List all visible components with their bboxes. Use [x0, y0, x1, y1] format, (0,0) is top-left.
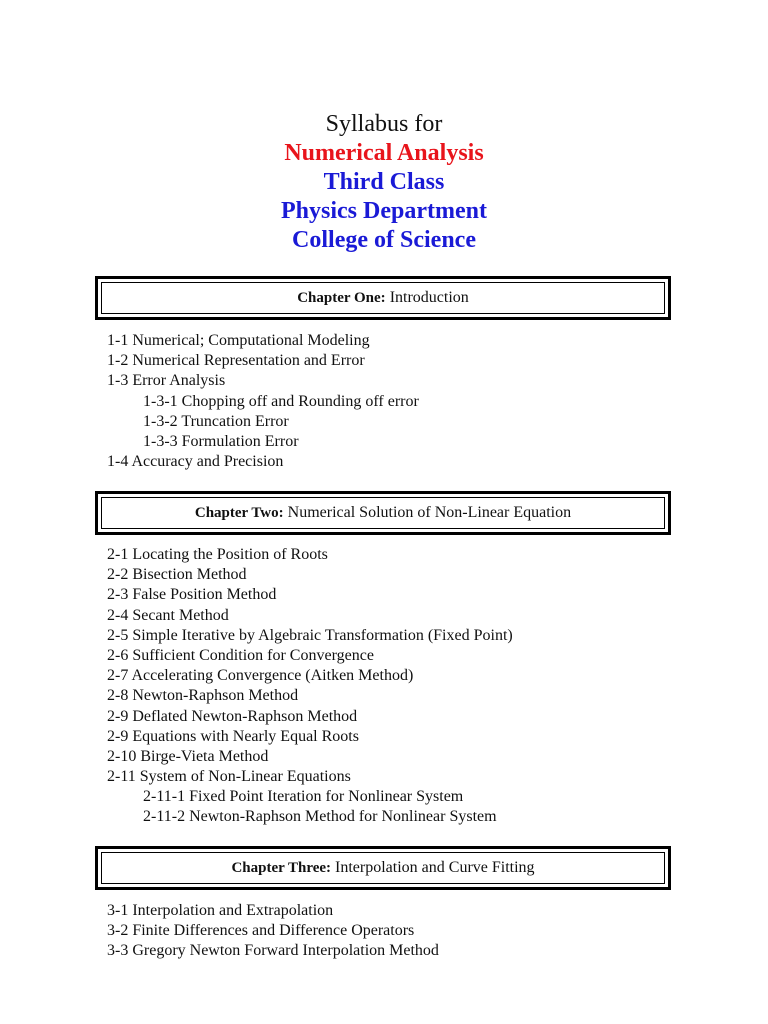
topic-item: 2-3 False Position Method	[107, 586, 277, 604]
subtopic-item: 2-11-1 Fixed Point Iteration for Nonlinear System	[143, 788, 464, 806]
chapter-one-heading	[95, 276, 671, 320]
topic-item: 1-2 Numerical Representation and Error	[107, 352, 365, 370]
topic-item: 2-8 Newton-Raphson Method	[107, 687, 299, 705]
chapter-label: Chapter Two:	[194, 504, 284, 521]
topic-item: 1-1 Numerical; Computational Modeling	[107, 332, 370, 349]
topic-item: 1-4 Accuracy and Precision	[107, 453, 284, 471]
chapter-two-heading	[95, 491, 671, 535]
department-title: Physics Department	[281, 198, 487, 224]
subtopic-item: 2-11-2 Newton-Raphson Method for Nonlinear System	[143, 808, 497, 826]
chapter-label: Chapter One:	[297, 289, 386, 306]
chapter-name: Introduction	[389, 289, 469, 306]
topic-item: 3-2 Finite Differences and Difference Operators	[107, 922, 415, 940]
topic-item: 3-3 Gregory Newton Forward Interpolation Method	[107, 942, 439, 960]
topic-item: 2-10 Birge-Vieta Method	[107, 747, 269, 765]
subtopic-item: 1-3-3 Formulation Error	[143, 432, 299, 450]
topic-item: 2-9 Deflated Newton-Raphson Method	[107, 707, 358, 725]
college-title: College of Science	[292, 227, 476, 253]
chapter-name: Numerical Solution of Non-Linear Equation	[287, 504, 572, 521]
title-intro: Syllabus for	[325, 111, 443, 137]
chapter-label: Chapter Three:	[231, 859, 332, 876]
class-title: Third Class	[323, 169, 445, 195]
topic-item: 1-3 Error Analysis	[107, 372, 226, 390]
chapter-three-heading	[95, 846, 671, 890]
topic-item: 2-9 Equations with Nearly Equal Roots	[107, 727, 359, 745]
topic-item: 3-1 Interpolation and Extrapolation	[107, 902, 334, 919]
chapter-one-topics	[107, 331, 419, 472]
subtopic-item: 1-3-2 Truncation Error	[143, 412, 289, 430]
topic-item: 2-2 Bisection Method	[107, 566, 247, 584]
chapter-three-topics	[107, 901, 439, 962]
subtopic-item: 1-3-1 Chopping off and Rounding off error	[143, 392, 419, 410]
course-title: Numerical Analysis	[284, 140, 484, 166]
chapter-name: Interpolation and Curve Fitting	[335, 859, 535, 876]
topic-item: 2-4 Secant Method	[107, 606, 229, 624]
topic-item: 2-7 Accelerating Convergence (Aitken Method)	[107, 667, 414, 685]
topic-item: 2-5 Simple Iterative by Algebraic Transformation (Fixed Point)	[107, 626, 513, 644]
topic-item: 2-1 Locating the Position of Roots	[107, 546, 328, 563]
chapter-two-topics	[107, 545, 513, 828]
document-title-block	[0, 110, 768, 255]
topic-item: 2-11 System of Non-Linear Equations	[107, 768, 351, 786]
topic-item: 2-6 Sufficient Condition for Convergence	[107, 646, 374, 664]
